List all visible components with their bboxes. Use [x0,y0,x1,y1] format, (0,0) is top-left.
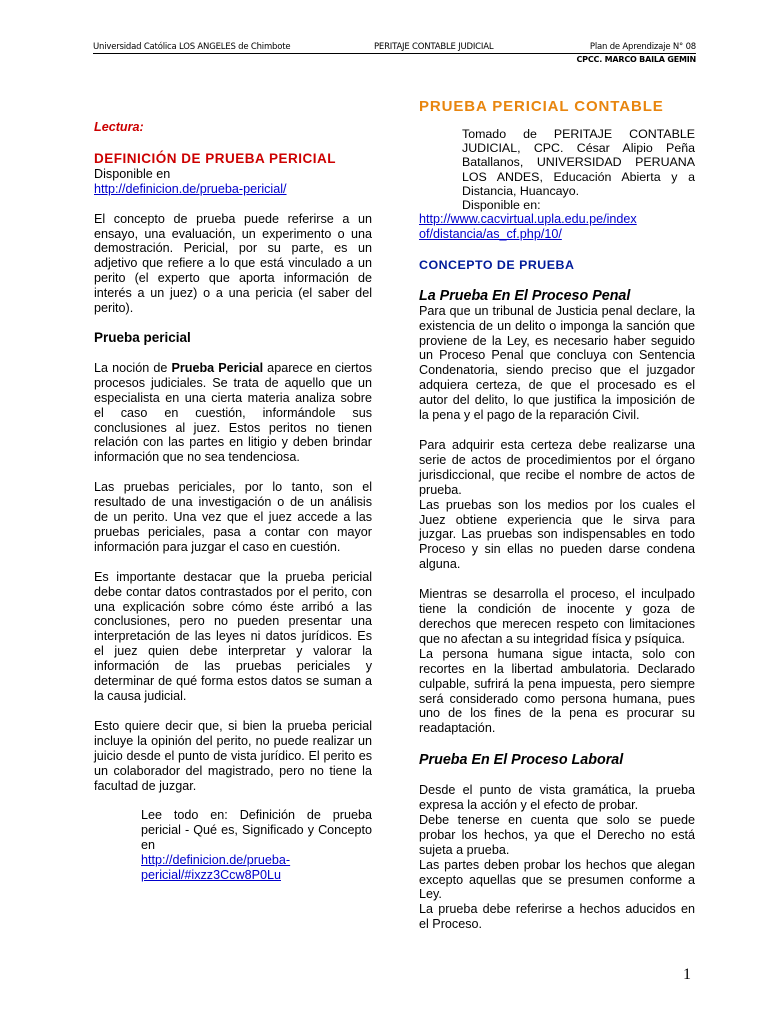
right-tomado: Tomado de PERITAJE CONTABLE JUDICIAL, CPC. César Alipio Peña Batallanos, UNIVERSIDAD PERUANA LOS ANDES, Educación Abierta y a Distancia, Huancayo. [462,126,695,198]
left-paragraph-5: Esto quiere decir que, si bien la prueba pericial incluye la opinión del perito, no puede realizar un juicio desde el punto de vista jurídico. El perito es un colaborador del magistrado, pero no tiene la facultad de juzgar. [94,718,372,793]
left-subtitle: Prueba pericial [94,329,191,345]
right-paragraph-3: Las pruebas son los medios por los cuales el Juez obtiene experiencia que le sirva para juzgar. Las pruebas son indispensables en todo Proceso y sin ellas no pueden darse condena alguna. [419,497,695,572]
header-plan: Plan de Aprendizaje N° 08 [589,42,696,52]
right-paragraph-8: Las partes deben probar los hechos que alegan excepto aquellas que se presumen conforme a Ley. [419,857,695,902]
left-column [94,120,372,883]
link-definicion-full-a[interactable]: http://definicion.de/prueba- [141,853,291,868]
right-disponible: Disponible en: [462,197,541,212]
link-cacvirtual-a[interactable]: http://www.cacvirtual.upla.edu.pe/index [419,212,637,227]
left-paragraph-1: El concepto de prueba puede referirse a un ensayo, una evaluación, un experimento o una demostración. Pericial, por su parte, es un adjetivo que refiere a lo que está vinculado a un perito (el experto que aporta información de interés a un juez) o a una pericia (el saber del perito). [94,211,372,316]
concepto-heading: CONCEPTO DE PRUEBA [419,257,575,272]
page-header [93,42,696,68]
lectura-label: Lectura: [94,120,144,134]
left-title: DEFINICIÓN DE PRUEBA PERICIAL [94,150,337,166]
right-title: PRUEBA PERICIAL CONTABLE [419,98,664,115]
header-author: CPCC. MARCO BAILA GEMIN [576,55,696,64]
right-paragraph-9: La prueba debe referirse a hechos aducidos en el Proceso. [419,902,695,932]
left-paragraph-4: Es importante destacar que la prueba pericial debe contar datos contrastados por el perito, con una explicación sobre cómo éste arribó a las conclusiones, pero no pueden presentar una interpretación de las leyes ni datos jurídicos. Es el juez quien debe interpretar y valorar la información de las pruebas periciales y determinar de qué forma estos datos se suman a la causa judicial. [94,569,372,703]
link-definicion[interactable]: http://definicion.de/prueba-pericial/ [94,181,287,196]
link-cacvirtual-b[interactable]: of/distancia/as_cf.php/10/ [419,227,562,242]
right-paragraph-6: Desde el punto de vista gramática, la prueba expresa la acción y el efecto de probar. [419,783,695,813]
left-disponible: Disponible en [94,166,171,181]
left-paragraph-3: Las pruebas periciales, por lo tanto, son el resultado de una investigación o de un análisis de un perito. Una vez que el juez accede a las pruebas periciales, pasa a contar con mayor información para juzgar el caso en cuestión. [94,480,372,554]
left-lee-todo: Lee todo en: Definición de prueba pericial - Qué es, Significado y Concepto en [141,808,372,853]
header-rule [93,53,696,54]
right-paragraph-5: La persona humana sigue intacta, solo con recortes en la libertad ambulatoria. Declarado culpable, sufrirá la pena impuesta, pero siempre será considerado como persona humana, pues uno de los fines de la pena es procurar su readaptación. [419,646,695,736]
header-course: PERITAJE CONTABLE JUDICIAL [374,42,494,52]
laboral-heading: Prueba En El Proceso Laboral [419,752,624,769]
penal-heading: La Prueba En El Proceso Penal [419,287,631,304]
page-number: 1 [683,966,691,983]
right-column [419,100,695,932]
right-source-note [462,127,695,212]
right-paragraph-1: Para que un tribunal de Justicia penal declare, la existencia de un delito o imponga la sanción que proviene de la Ley, es necesario haber seguido un Proceso Penal que concluya con Sentencia Condenatoria, siendo preciso que el juzgador adquiera certeza, de que el procesado es el autor del delito, lo que justifica la imposición de la pena y el pago de la reparación Civil. [419,303,695,423]
right-paragraph-2: Para adquirir esta certeza debe realizarse una serie de actos de procedimientos por el órgano jurisdiccional, que recibe el nombre de actos de prueba. [419,438,695,497]
link-definicion-full-b[interactable]: pericial/#ixzz3Ccw8P0Lu [141,868,281,883]
right-paragraph-7: Debe tenerse en cuenta que solo se puede probar los hechos, ya que el Derecho no está sujeta a prueba. [419,812,695,857]
left-source-note [141,808,372,883]
header-university: Universidad Católica LOS ANGELES de Chimbote [93,42,291,52]
right-paragraph-4: Mientras se desarrolla el proceso, el inculpado tiene la condición de inocente y goza de derechos que merecen respeto con limitaciones que no afectan a su integridad física y psíquica. [419,587,695,646]
left-paragraph-2: La noción de Prueba Pericial aparece en ciertos procesos judiciales. Se trata de aquello que un especialista en una cierta materia analiza sobre el caso en cuestión, informándole sus conclusiones al juez. Estos peritos no tienen relación con las partes en litigio y deben brindar información que no sea tendenciosa. [94,360,373,465]
